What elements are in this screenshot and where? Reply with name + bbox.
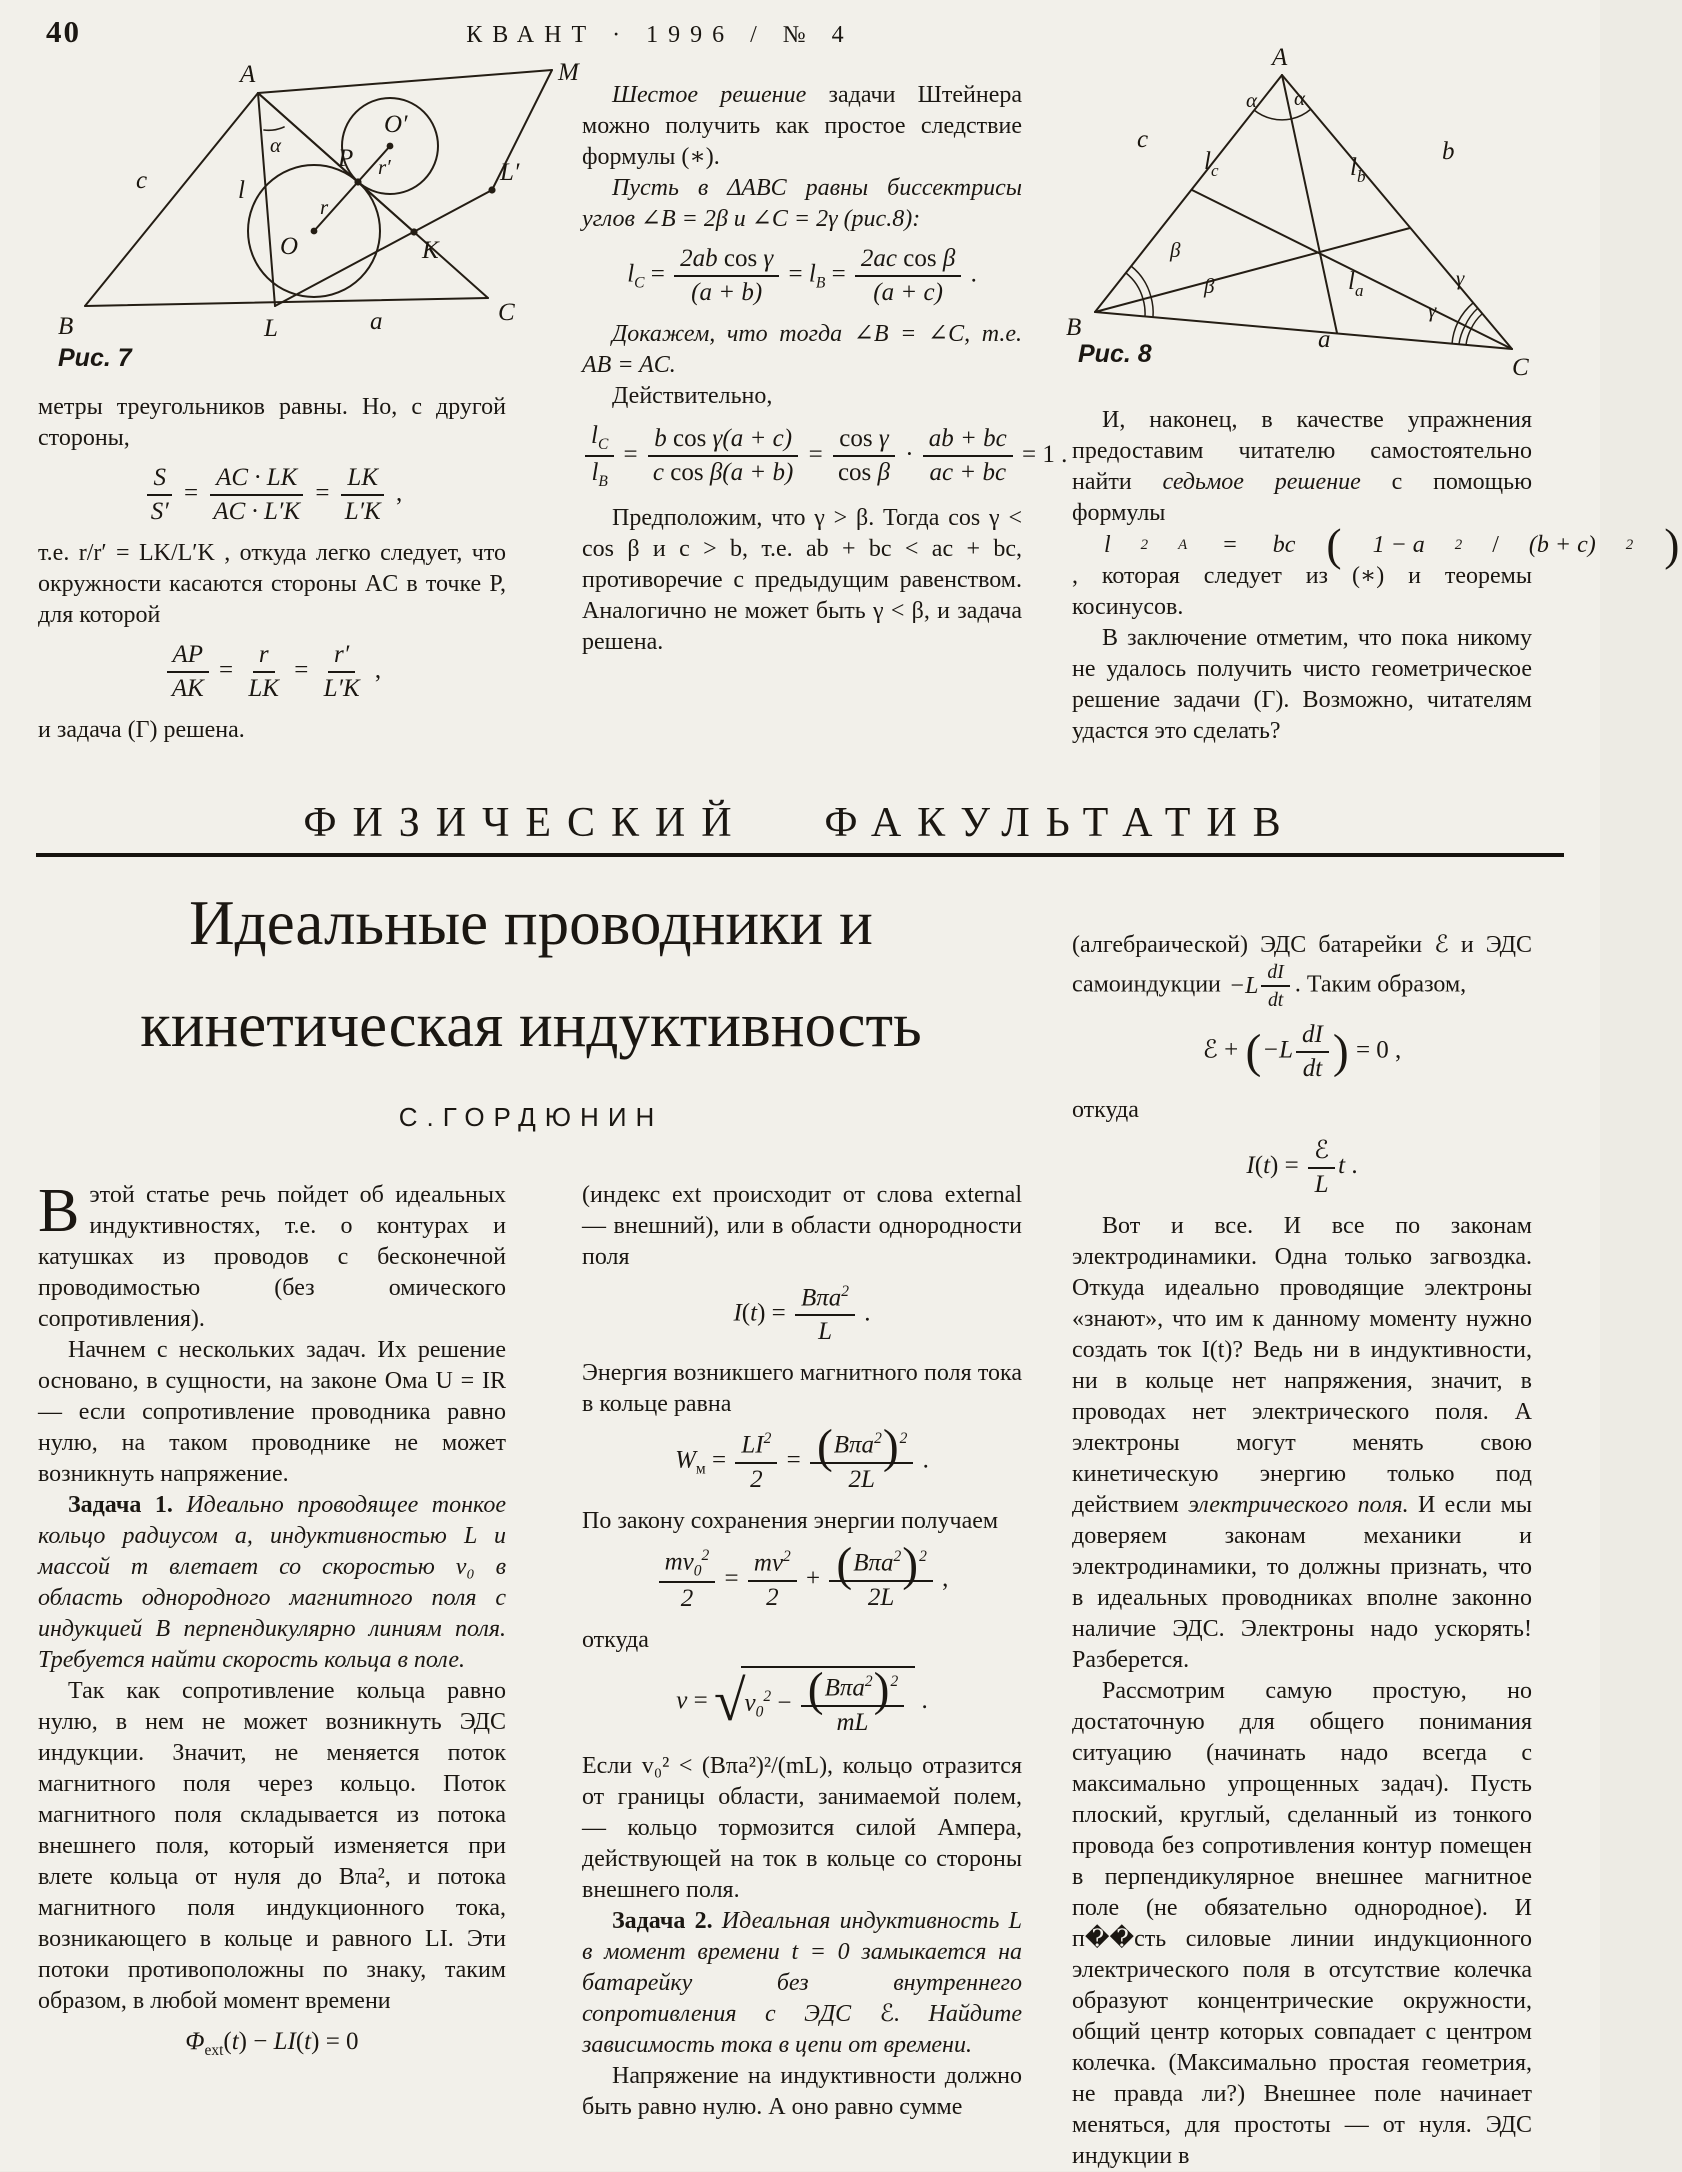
fig7-label-O: O xyxy=(280,233,299,260)
formula-bisectors: $l_C$ = $\frac{\text{2ab cos γ}}{(a + b)}$ = $l_B$ = $\frac{\text{2ac cos β}}{(a + c)}$ . xyxy=(627,245,977,306)
paragraph: откуда xyxy=(1072,1097,1139,1124)
paragraph xyxy=(38,1177,506,1335)
paragraph: Так как сопротивление кольца равно нулю, в нем не может возникнуть ЭДС индукции. Значит, не меняется поток магнитного поля через кольцо. Поток магнитного поля складывается из потока внешнего поля, который изменяется при влете кольца от нуля до Bπa², и потока магнитного поля индукционного тока, возникающего в кольце и равного LI. Эти потоки противоположны по знаку, таким образом, в любой момент времени xyxy=(38,1678,506,2014)
paragraph: Начнем с нескольких задач. Их решение основано, в сущности, на законе Ома U = IR — если сопротивление проводника равно нулю, на таком проводнике не может возникнуть напряжение. xyxy=(38,1337,506,1487)
fig8-label-C: C xyxy=(1512,354,1529,381)
formula-bisector-ratio: $\frac{l_C}{l_B}$ = $\frac{\text{b cos γ(a + c)}}{\text{c cos β(a + b)}}$ = $\frac{\text{cos γ}}{\text{cos β}}$ · $\frac{ab + bc}{ac + bc}$ = 1 . xyxy=(582,422,1022,491)
paragraph: В заключение отметим, что пока никому не удалось получить чисто геометрическое решение задачи (Г). Возможно, читателям удастся это сделать? xyxy=(1072,624,1532,744)
inline-formula-la: l 2 A = bc ( 1 − a 2 / (b + c) 2 ) xyxy=(1104,519,1680,571)
formula-flux-balance: $\Phi_{ext}(t) - LI(t) = 0$ xyxy=(185,2028,359,2059)
top-left-column xyxy=(38,392,506,746)
fig7-label-r: r xyxy=(320,195,329,219)
fig8-caption: Рис. 8 xyxy=(1078,340,1152,368)
paragraph: и задача (Г) решена. xyxy=(38,717,245,743)
fig8-side-b: b xyxy=(1442,138,1455,165)
lc-sub: c xyxy=(1210,161,1219,180)
text-run: этой статье речь пойдет об идеальных индуктивностях, т.е. о контурах и катушках из проводов с бесконечной проводимостью (без омического сопротивления). xyxy=(38,1182,506,1332)
top-middle-column xyxy=(582,80,1068,658)
article-column-3 xyxy=(1072,930,1532,2172)
figure-8 xyxy=(1052,45,1542,380)
text-run: (алгебраической) ЭДС батарейки ℰ и ЭДС самоиндукции xyxy=(1072,932,1532,998)
paragraph: Энергия возникшего магнитного поля тока в кольце равна xyxy=(582,1360,1022,1418)
paragraph xyxy=(1072,1211,1532,1676)
text-run: с помощью формулы xyxy=(1072,469,1532,526)
text-run: И, наконец, в качестве упражнения предоставим читателю самостоятельно найти xyxy=(1072,407,1532,495)
fig8-label-la xyxy=(1348,268,1363,300)
fig7-caption: Рис. 7 xyxy=(58,344,132,372)
paragraph: Пусть в ΔABC равны биссектрисы углов ∠B = 2β и ∠C = 2γ (рис.8): xyxy=(582,175,1022,232)
figure-7-lines xyxy=(85,70,552,306)
fig7-label-l: l xyxy=(238,177,245,204)
text-run-italic: Идеально проводящее тонкое кольцо радиусом a, индуктивностью L и массой m влетает со скоростью v₀ в область однородного магнитного поля с индукцией B перпендикулярно линиям поля. Требуется найти скорость кольца в поле. xyxy=(38,1492,506,1673)
fig8-label-B: B xyxy=(1066,314,1082,341)
fig7-label-c: c xyxy=(136,167,148,194)
fig7-alpha-label: α xyxy=(270,133,282,157)
problem-label: Задача 1. xyxy=(68,1492,173,1518)
paragraph: Рассмотрим самую простую, но достаточную для общего понимания ситуацию (начинать надо всегда с максимально упрощенных задач). Пусть плоский, круглый, сделанный из тонкого провода без сопротивления контур помещен в перпендикулярное внешнее магнитное поле (не обязательно однородное). И п��сть силовые линии индукционного электрического поля в отсутствие колечка образуют концентрические окружности, общий центр которых совпадает с центром колечка. (Максимально простая геометрия, не правда ли?) Внешнее поле начинает меняться, для простоты — от нуля. ЭДС индукции в xyxy=(1072,1678,1532,2170)
formula-current-ring: I(t) = $\frac{B\pi a^2}{L}$ . xyxy=(733,1283,871,1346)
text-run-italic: седьмое решение xyxy=(1162,469,1361,495)
formula-tangent-point: $\frac{AP}{AK}$ = $\frac{r}{LK}$ = $\frac{r'}{L'K}$ , xyxy=(38,641,506,703)
drop-cap: В xyxy=(38,1177,80,1245)
paragraph: т.е. r/r′ = LK/L′K , откуда легко следует, что окружности касаются стороны AC в точке P, для которой xyxy=(38,540,506,628)
fig8-alpha-left: α xyxy=(1246,88,1258,112)
paragraph: Если v₀² < (Bπa²)²/(mL), кольцо отразится от границы области, занимаемой полем, — кольцо тормозится силой Ампера, действующей на ток в кольце со стороны внешнего поля. xyxy=(582,1752,1022,1903)
la-main: l xyxy=(1348,268,1355,295)
section-heading: ФИЗИЧЕСКИЙ ФАКУЛЬТАТИВ xyxy=(303,800,1297,846)
fig8-gamma-lower: γ xyxy=(1428,298,1437,322)
article-column-1 xyxy=(38,1177,506,2073)
fig7-label-L: L xyxy=(264,315,278,342)
paragraph: откуда xyxy=(582,1627,649,1654)
fig8-side-a: a xyxy=(1318,326,1331,353)
journal-header: КВАНТ · 1996 / № 4 xyxy=(466,22,854,48)
figure-8-lines xyxy=(1095,75,1512,349)
formula-area-ratio: $\frac{S}{S'}$ = $\frac{AC \cdot LK}{AC \cdot L'K}$ = $\frac{LK}{L'K}$ , xyxy=(38,464,506,526)
text-run: Вот и все. И все по законам электродинамики. Одна только загвоздка. Откуда идеально проводящие электроны «знают», что им к данному моменту нужно создать ток I(t)? Ведь ни в индуктивности, ни в кольце нет напряжения, значит, в проводах нет электрического поля. А электроны могут менять свою кинетическую энергию только под действием xyxy=(1072,1213,1532,1519)
paragraph xyxy=(38,1490,506,1676)
fig8-label-lc xyxy=(1204,148,1219,180)
text-run: И если мы доверяем законам механики и электродинамики, то должны признать, что в идеальных проводниках вполне законно наличие ЭДС. Электроны надо ускорять! Разберется. xyxy=(1072,1492,1532,1674)
text-run: , которая следует из (∗) и теоремы косинусов. xyxy=(1072,562,1532,620)
figure-7 xyxy=(40,48,595,348)
article-title-line2: кинетическая индуктивность xyxy=(140,990,922,1060)
text-run-italic: Шестое решение xyxy=(612,82,807,108)
problem-label: Задача 2. xyxy=(612,1907,713,1934)
paragraph: метры треугольников равны. Но, с другой стороны, xyxy=(38,394,506,451)
paragraph xyxy=(1072,930,1532,1011)
fig7-label-C: C xyxy=(498,299,515,326)
paragraph: По закону сохранения энергии получаем xyxy=(582,1507,999,1534)
page-number: 40 xyxy=(46,14,81,49)
fig7-label-K: K xyxy=(422,237,439,264)
inline-formula-self-induction: −L $\frac{dI}{dt}$ xyxy=(1229,961,1293,1011)
paragraph xyxy=(582,1906,1022,2061)
fig8-beta-lower: β xyxy=(1204,274,1215,298)
formula-emf-sum: ℰ + (−L $\frac{dI}{dt}$ ) = 0 , xyxy=(1202,1021,1402,1083)
fig8-label-lb xyxy=(1350,154,1365,186)
text-run-italic: электрического поля. xyxy=(1188,1492,1409,1519)
article-title-line1: Идеальные проводники и xyxy=(189,888,873,958)
article-column-2 xyxy=(582,1180,1022,2123)
paragraph: Докажем, что тогда ∠B = ∠C, т.е. AB = AC. xyxy=(582,321,1022,378)
fig8-label-A: A xyxy=(1272,44,1288,71)
paragraph xyxy=(1072,405,1680,623)
la-sub: a xyxy=(1354,281,1364,300)
text-run: задачи Штейнера можно получить как простое следствие формулы (∗). xyxy=(582,82,1023,170)
formula-magnetic-energy: $W_м$ = $\frac{LI^2}{2}$ = $\frac{(B\pi a^2)^2}{2L}$ . xyxy=(675,1420,929,1493)
text-run-italic: Идеальная индуктивность L в момент времени t = 0 замыкается на батарейку без внутреннего сопротивления с ЭДС ℰ. Найдите зависимость тока в цепи от времени. xyxy=(582,1907,1022,2058)
fig7-label-B: B xyxy=(58,313,74,340)
fig8-side-c: c xyxy=(1137,126,1149,153)
lc-main: l xyxy=(1204,148,1211,175)
fig8-beta-upper: β xyxy=(1170,238,1181,262)
paragraph xyxy=(582,80,1022,173)
fig8-gamma-upper: γ xyxy=(1456,266,1465,290)
formula-velocity: v = √ $v_0^2$ − $\frac{(B\pi a^2)^2}{mL}$ . xyxy=(582,1666,1022,1738)
fig7-label-r-prime: r′ xyxy=(378,155,391,179)
fig7-label-A: A xyxy=(240,61,256,88)
top-right-column xyxy=(1072,405,1680,747)
section-rule xyxy=(36,853,1564,857)
paragraph: Напряжение на индуктивности должно быть равно нулю. А оно равно сумме xyxy=(582,2062,1022,2120)
formula-current-time: I(t) = $\frac{\text{ℰ}}{L}$ t . xyxy=(1246,1135,1358,1199)
article-author: С.ГОРДЮНИН xyxy=(398,1102,664,1132)
text-run: . Таким образом, xyxy=(1294,971,1467,998)
fig7-label-O-prime: O′ xyxy=(384,111,408,138)
lb-main: l xyxy=(1350,154,1357,181)
formula-energy-conservation: $\frac{mv_0^2}{2}$ = $\frac{mv^2}{2}$ + $\frac{(B\pi a^2)^2}{2L}$ , xyxy=(582,1547,1022,1614)
fig7-label-P: P xyxy=(338,145,354,172)
fig8-alpha-right: α xyxy=(1294,86,1306,110)
paragraph: Предположим, что γ > β. Тогда cos γ < cos β и c > b, т.е. ab + bc < ac + bc, противоречие с предыдущим равенством. Аналогично не может быть γ < β, и задача решена. xyxy=(582,504,1022,655)
fig7-label-a: a xyxy=(370,308,383,335)
paragraph: (индекс ext происходит от слова external — внешний), или в области однородности поля xyxy=(582,1182,1022,1270)
lb-sub: b xyxy=(1356,167,1366,186)
paragraph: Действительно, xyxy=(612,383,773,409)
fig7-label-M: M xyxy=(558,59,579,86)
fig7-label-L-prime: L′ xyxy=(500,159,520,186)
